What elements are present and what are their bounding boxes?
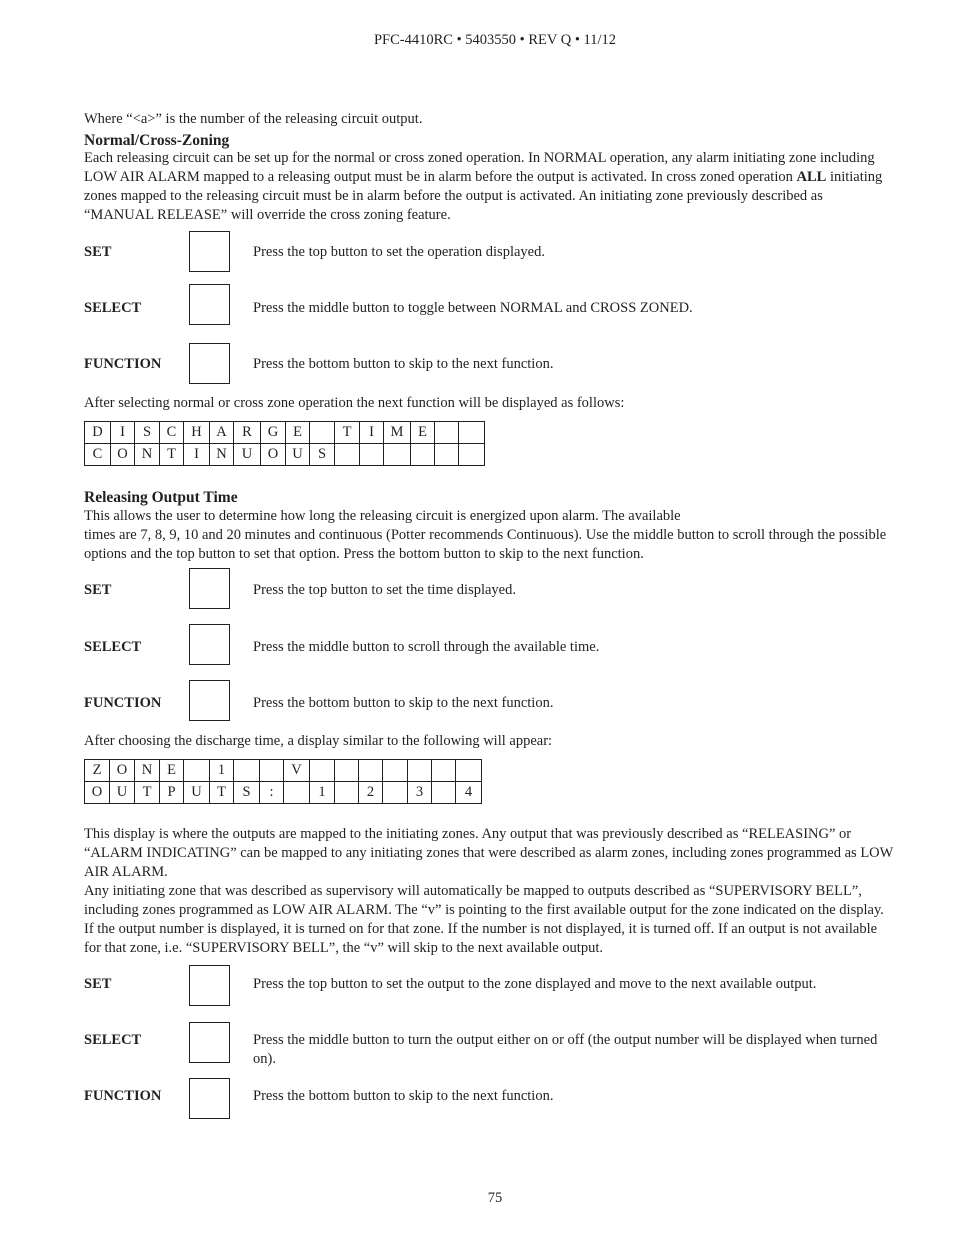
select-label-2: SELECT — [84, 639, 142, 655]
function-button[interactable] — [189, 343, 230, 384]
function-label-2: FUNCTION — [84, 695, 162, 711]
lcd2-cell — [456, 760, 482, 782]
lcd2-cell: Z — [85, 760, 110, 782]
lcd1-cell — [411, 444, 435, 466]
select-button-2[interactable] — [189, 624, 230, 665]
section1-text-bold: ALL — [796, 169, 827, 185]
lcd2-row — [85, 782, 482, 804]
lcd1-cell: H — [184, 422, 210, 444]
lcd2-cell: 1 — [210, 760, 234, 782]
lcd1-cell: D — [85, 422, 111, 444]
lcd1-cell: R — [234, 422, 261, 444]
lcd2-cell — [432, 782, 456, 804]
set-button-3[interactable] — [189, 965, 230, 1006]
section2-text-rest: times are 7, 8, 9, 10 and 20 minutes and continuous (Potter recommends Continuous). Use the middle button to scroll through the possible options and the top button to set that option. Press the bottom button to skip to the next function. — [84, 527, 887, 562]
select-button-3[interactable] — [189, 1022, 230, 1063]
function-label: FUNCTION — [84, 356, 162, 372]
lcd2-cell: P — [160, 782, 184, 804]
lcd2-cell: 3 — [408, 782, 432, 804]
lcd1-cell: U — [234, 444, 261, 466]
select-description-3: Press the middle button to turn the output either on or off (the output number will be displayed when turned on). — [253, 1032, 878, 1067]
lcd1-cell: M — [384, 422, 411, 444]
section-heading-normal-cross-zoning: Normal/Cross-Zoning — [84, 132, 230, 149]
lcd2-cell: T — [210, 782, 234, 804]
set-description-2: Press the top button to set the time displayed. — [253, 582, 516, 598]
lcd1-cell: I — [111, 422, 135, 444]
set-description: Press the top button to set the operation displayed. — [253, 244, 545, 260]
lcd1-cell: S — [310, 444, 335, 466]
section1-text-b: initiating zones mapped to the releasing circuit must be in alarm before the output is activated. An initiating zone previously described as “MANUAL RELEASE” will override the cross zoning feature. — [84, 169, 883, 223]
lcd1-cell: E — [286, 422, 310, 444]
select-button[interactable] — [189, 284, 230, 325]
lcd1-cell — [310, 422, 335, 444]
lcd1-cell: C — [160, 422, 184, 444]
lcd1-cell: S — [135, 422, 160, 444]
lcd2-cell — [359, 760, 383, 782]
lcd-display-zone-outputs — [84, 759, 482, 804]
lcd1-cell — [435, 444, 459, 466]
lcd1-cell — [459, 444, 485, 466]
lcd2-cell — [260, 760, 284, 782]
lcd1-cell: O — [261, 444, 286, 466]
lcd1-cell: T — [335, 422, 360, 444]
lcd1-cell: O — [111, 444, 135, 466]
lcd2-cell: U — [184, 782, 210, 804]
select-label-3: SELECT — [84, 1032, 142, 1048]
lcd2-cell — [335, 782, 359, 804]
intro-text: Where “<a>” is the number of the releasing circuit output. — [84, 111, 423, 127]
section2-after-text: After choosing the discharge time, a display similar to the following will appear: — [84, 733, 553, 749]
set-button[interactable] — [189, 231, 230, 272]
lcd1-cell — [360, 444, 384, 466]
lcd2-row — [85, 760, 482, 782]
select-description-2: Press the middle button to scroll through the available time. — [253, 639, 600, 655]
lcd1-cell: G — [261, 422, 286, 444]
lcd1-cell — [335, 444, 360, 466]
section3-paragraph-1: This display is where the outputs are mapped to the initiating zones. Any output that was previously described as “RELEASING” or “ALARM INDICATING” can be mapped to any initiating zones that were described as alarm zones, including zones programmed as LOW AIR ALARM. — [84, 826, 894, 880]
lcd1-cell: C — [85, 444, 111, 466]
set-label-3: SET — [84, 976, 112, 992]
lcd1-cell: I — [184, 444, 210, 466]
lcd2-cell: O — [85, 782, 110, 804]
lcd1-cell: E — [411, 422, 435, 444]
lcd1-cell: N — [135, 444, 160, 466]
section1-text-a: Each releasing circuit can be set up for the normal or cross zoned operation. In NORMAL operation, any alarm initiating zone including LOW AIR ALARM mapped to a releasing output must be in alarm before the output is activated. In cross zoned operation — [84, 150, 875, 185]
section1-after-text: After selecting normal or cross zone operation the next function will be displayed as follows: — [84, 395, 625, 411]
function-button-2[interactable] — [189, 680, 230, 721]
lcd2-cell: T — [135, 782, 160, 804]
lcd2-cell — [383, 760, 408, 782]
lcd2-cell: 4 — [456, 782, 482, 804]
lcd2-cell — [234, 760, 260, 782]
lcd1-cell: I — [360, 422, 384, 444]
lcd2-cell: O — [110, 760, 135, 782]
lcd2-cell — [383, 782, 408, 804]
function-button-3[interactable] — [189, 1078, 230, 1119]
lcd1-cell: T — [160, 444, 184, 466]
section3-paragraph-2: Any initiating zone that was described as supervisory will automatically be mapped to outputs described as “SUPERVISORY BELL”, including zones programmed as LOW AIR ALARM. The “v” is pointing to the first available output for the zone indicated on the display. If the output number is displayed, it is turned on for that zone. If the number is not displayed, it is turned off. If an output is not available for that zone, i.e. “SUPERVISORY BELL”, the “v” will skip to the next available output. — [84, 883, 884, 956]
set-button-2[interactable] — [189, 568, 230, 609]
lcd2-cell: U — [110, 782, 135, 804]
lcd1-cell — [435, 422, 459, 444]
section2-paragraph — [84, 507, 894, 564]
lcd1-row — [85, 444, 485, 466]
function-description-3: Press the bottom button to skip to the next function. — [253, 1088, 554, 1104]
lcd1-cell — [459, 422, 485, 444]
lcd1-cell: N — [210, 444, 234, 466]
section2-text-line1: This allows the user to determine how long the releasing circuit is energized upon alarm. The available — [84, 508, 681, 524]
lcd2-cell: 2 — [359, 782, 383, 804]
lcd1-cell — [384, 444, 411, 466]
lcd2-cell: V — [284, 760, 310, 782]
set-label-2: SET — [84, 582, 112, 598]
function-description: Press the bottom button to skip to the next function. — [253, 356, 554, 372]
page-header: PFC-4410RC • 5403550 • REV Q • 11/12 — [373, 32, 617, 48]
lcd2-cell: : — [260, 782, 284, 804]
lcd1-cell: U — [286, 444, 310, 466]
lcd2-cell — [432, 760, 456, 782]
lcd2-cell — [284, 782, 310, 804]
page-number: 75 — [487, 1190, 503, 1206]
section1-paragraph — [84, 149, 894, 225]
lcd2-cell: 1 — [310, 782, 335, 804]
set-label: SET — [84, 244, 112, 260]
lcd2-cell: S — [234, 782, 260, 804]
lcd2-cell — [408, 760, 432, 782]
lcd2-cell — [310, 760, 335, 782]
lcd2-cell: E — [160, 760, 184, 782]
lcd2-cell: N — [135, 760, 160, 782]
lcd-display-discharge-time — [84, 421, 485, 466]
select-label: SELECT — [84, 300, 142, 316]
function-label-3: FUNCTION — [84, 1088, 162, 1104]
section-heading-releasing-output-time: Releasing Output Time — [84, 489, 238, 506]
lcd1-row — [85, 422, 485, 444]
lcd2-cell — [335, 760, 359, 782]
select-description: Press the middle button to toggle between NORMAL and CROSS ZONED. — [253, 300, 693, 316]
set-description-3: Press the top button to set the output to the zone displayed and move to the next available output. — [253, 976, 817, 992]
lcd2-cell — [184, 760, 210, 782]
lcd1-cell: A — [210, 422, 234, 444]
function-description-2: Press the bottom button to skip to the next function. — [253, 695, 554, 711]
